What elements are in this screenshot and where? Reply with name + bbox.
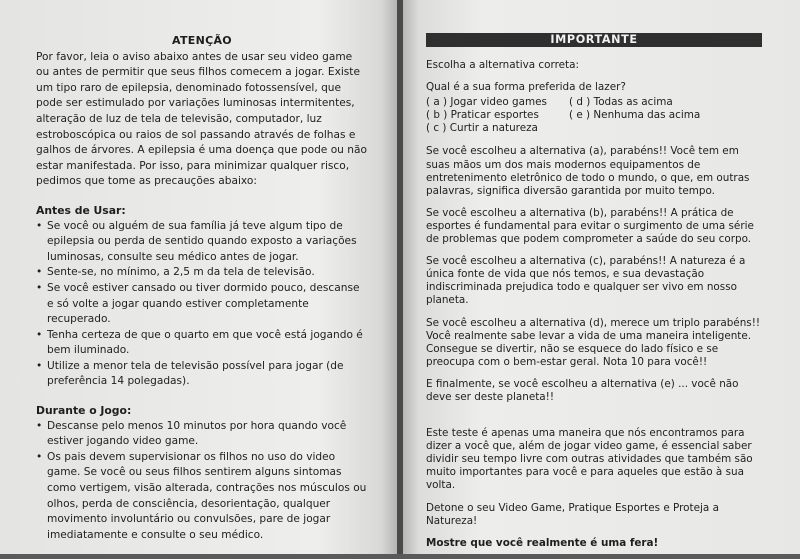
list-item: • Descanse pelo menos 10 minutos por hora quando você estiver jogando video game. [36, 419, 368, 450]
option-c: ( c ) Curtir a natureza [426, 122, 538, 135]
outro-paragraph: Este teste é apenas uma maneira que nós encontramos para dizer a você que, além de jogar video game, é essencial saber dividir seu tempo livre com outras atividades que também são muito importantes para você e para aqueles que estão à sua volta. [426, 427, 753, 492]
before-use-heading: Antes de Usar: [36, 203, 126, 217]
warning-intro: Por favor, leia o aviso abaixo antes de usar seu video game ou antes de permitir que seus filhos comecem a jogar. Existe um tipo raro de epilepsia, denominado fotossensível, que pode ser estimulado por variações luminosas intermitentes, alteração de luz de tela de televisão, computador, luz estroboscópica ou raios de sol passando através de folhas e galhos de árvores. A epilepsia é uma doença que pode ou não estar manifestada. Por isso, para minimizar qualquer risco, pedimos que tome as precauções abaixo: [36, 50, 367, 188]
option-e: ( e ) Nenhuma das acima [569, 109, 701, 122]
list-item: • Sente-se, no mínimo, a 2,5 m da tela de televisão. [36, 265, 368, 281]
option-d: ( d ) Todas as acima [569, 96, 673, 109]
quiz-column [426, 33, 762, 559]
closing-line: Mostre que você realmente é uma fera! [426, 536, 659, 549]
during-game-list [36, 419, 368, 544]
before-use-list [36, 219, 368, 391]
answer-a-paragraph: Se você escolheu a alternativa (a), parabéns!! Você tem em suas mãos um dos mais modernos equipamentos de entretenimento eletrônico de todo o mundo, o que, em outras palavras, significa diversão garantida por muito tempo. [426, 145, 750, 197]
list-item: • Tenha certeza de que o quarto em que você está jogando é bem iluminado. [36, 328, 368, 359]
warning-title: ATENÇÃO [172, 34, 232, 47]
quiz-options [426, 96, 762, 135]
list-item: • Os pais devem supervisionar os filhos no uso do video game. Se você ou seus filhos sentirem alguns sintomas como vertigem, visão alterada, contrações nos músculos ou olhos, perda de consciência, desorientação, qualquer movimento involuntário ou convulsões, pare de jogar imediatamente e consulte o seu médico. [36, 450, 368, 544]
list-item: • Se você ou alguém de sua família já teve algum tipo de epilepsia ou perda de sentido quando exposto a variações luminosas, consulte seu médico antes de jogar. [36, 219, 368, 266]
warning-column [36, 33, 368, 543]
during-game-heading: Durante o Jogo: [36, 404, 132, 418]
answer-d-paragraph: Se você escolheu a alternativa (d), merece um triplo parabéns!! Você realmente sabe levar a vida de uma maneira inteligente. Consegue se divertir, não se esquece do lado físico e se preocupa com o bem-estar geral. Nota 10 para você!! [426, 316, 761, 368]
answer-b-paragraph: Se você escolheu a alternativa (b), parabéns!! A prática de esportes é fundamental para evitar o surgimento de uma série de problemas que podem comprometer a saúde do seu corpo. [426, 206, 754, 246]
quiz-question: Qual é a sua forma preferida de lazer? [426, 81, 626, 94]
answer-e-paragraph: E finalmente, se você escolheu a alternativa (e) ... você não deve ser deste planeta!! [426, 377, 739, 403]
option-a: ( a ) Jogar video games [426, 96, 547, 109]
list-item: • Utilize a menor tela de televisão possível para jogar (de preferência 14 polegadas). [36, 359, 368, 390]
important-banner: IMPORTANTE [426, 33, 762, 47]
list-item: • Se você estiver cansado ou tiver dormido pouco, descanse e só volte a jogar quando estiver completamente recuperado. [36, 281, 368, 328]
answer-c-paragraph: Se você escolheu a alternativa (c), parabéns!! A natureza é a única fonte de vida que nós temos, e sua devastação indiscriminada prejudica todo e qualquer ser vivo em nosso planeta. [426, 255, 746, 307]
quiz-prompt: Escolha a alternativa correta: [426, 59, 579, 71]
option-b: ( b ) Praticar esportes [426, 109, 539, 122]
slogan-paragraph: Detone o seu Video Game, Pratique Esportes e Proteja a Natureza! [426, 501, 719, 527]
